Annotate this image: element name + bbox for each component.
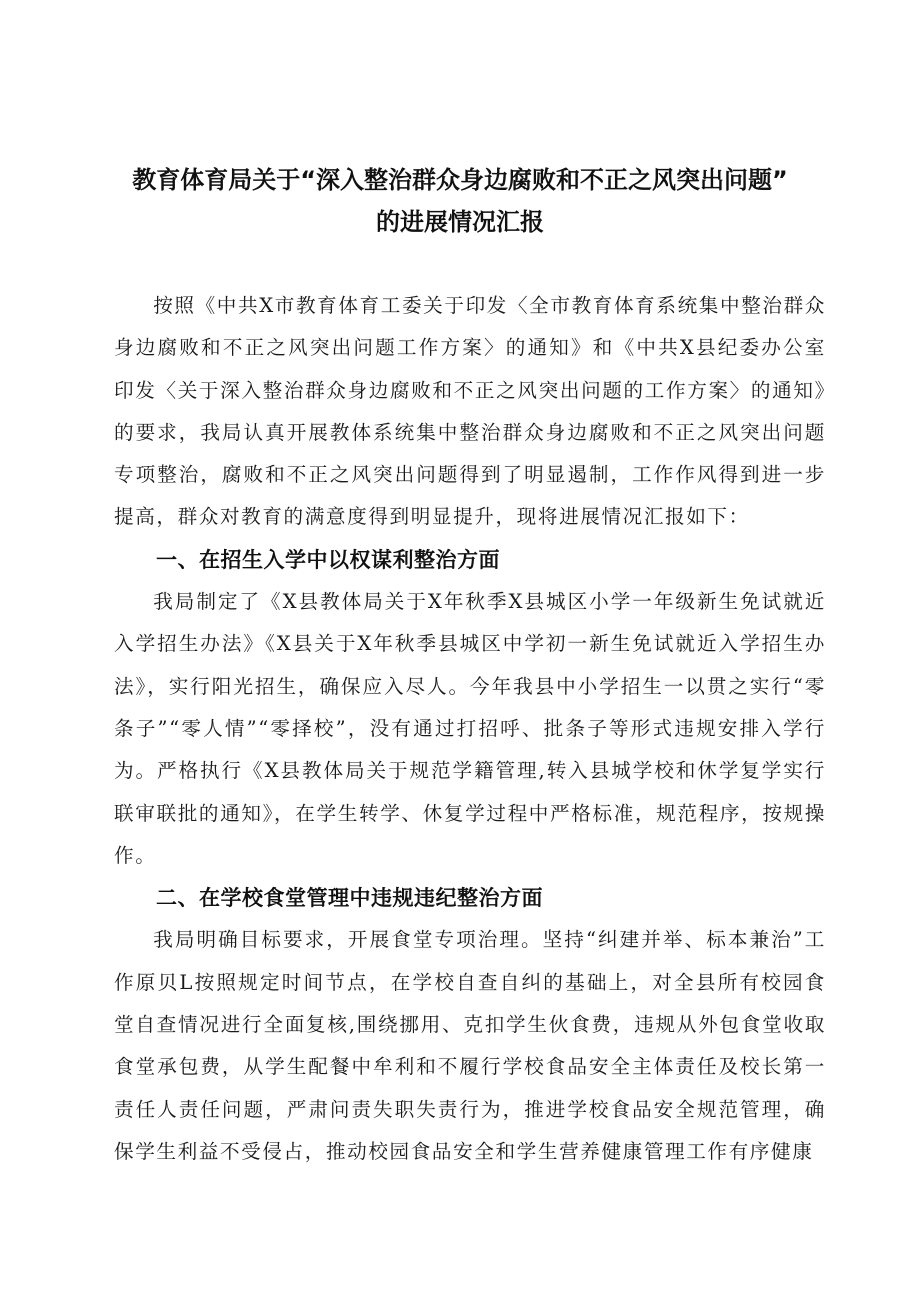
section-heading-2: 二、在学校食堂管理中违规违纪整治方面 <box>156 886 543 911</box>
document-body <box>114 285 826 1173</box>
intro-paragraph: 按照《中共X市教育体育工委关于印发〈全市教育体育系统集中整治群众身边腐败和不正之风突出问题工作方案〉的通知》和《中共X县纪委办公室印发〈关于深入整治群众身边腐败和不正之风突出问题的工作方案〉的通知》的要求，我局认真开展教体系统集中整治群众身边腐败和不正之风突出问题专项整治，腐败和不正之风突出问题得到了明显遏制，工作作风得到进一步提高，群众对教育的满意度得到明显提升，现将进展情况汇报如下： <box>114 294 826 529</box>
section-heading-1: 一、在招生入学中以权谋利整治方面 <box>156 547 500 572</box>
document-title-line-1: 教育体育局关于“深入整治群众身边腐败和不正之风突出问题” <box>132 166 788 194</box>
document-title-line-2: 的进展情况汇报 <box>376 208 544 236</box>
section-paragraph-1: 我局制定了《X县教体局关于X年秋季X县城区小学一年级新生免试就近入学招生办法》《X县关于X年秋季县城区中学初一新生免试就近入学招生办法》，实行阳光招生，确保应入尽人。今年我县中小学招生一以贯之实行“零条子”“零人情”“零择校”，没有通过打招呼、批条子等形式违规安排入学行为。严格执行《X县教体局关于规范学籍管理,转入县城学校和休学复学实行联审联批的通知》，在学生转学、休复学过程中严格标准，规范程序，按规操作。 <box>114 590 826 867</box>
section-paragraph-2: 我局明确目标要求，开展食堂专项治理。坚持“纠建并举、标本兼治”工作原贝L按照规定时间节点，在学校自查自纠的基础上，对全县所有校园食堂自查情况进行全面复核,围绕挪用、克扣学生伙食费，违规从外包食堂收取食堂承包费，从学生配餐中牟利和不履行学校食品安全主体责任及校长第一责任人责任问题，严肃问责失职失责行为，推进学校食品安全规范管理，确保学生利益不受侵占，推动校园食品安全和学生营养健康管理工作有序健康 <box>114 928 826 1163</box>
